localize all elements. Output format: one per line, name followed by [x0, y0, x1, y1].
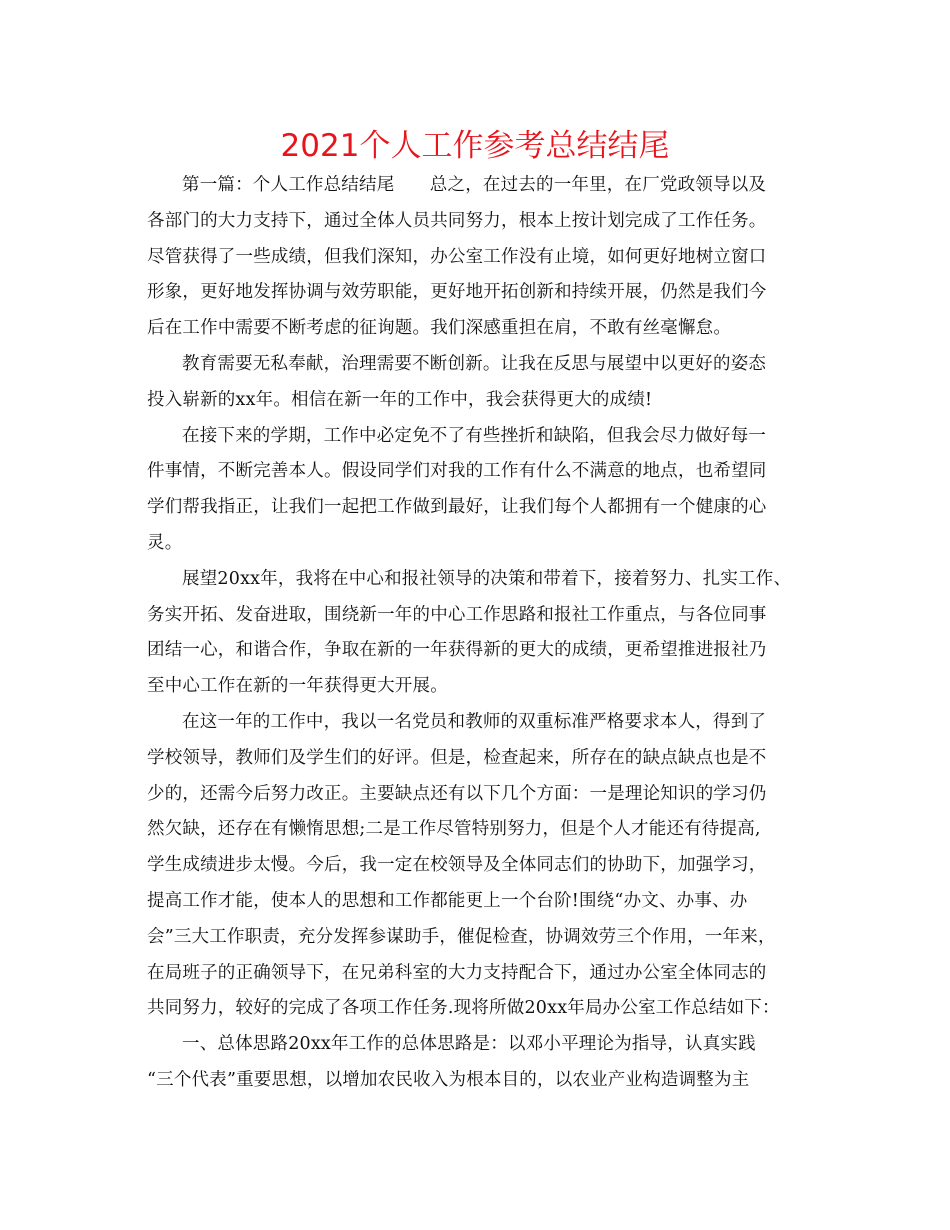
text-line: 少的，还需今后努力改正。主要缺点还有以下几个方面：一是理论知识的学习仍 — [147, 783, 767, 804]
text-line: 教育需要无私奉献，治理需要不断创新。让我在反思与展望中以更好的姿态 — [182, 353, 767, 374]
text-line: 灵。 — [147, 532, 183, 553]
text-line: 第一篇：个人工作总结结尾 总之，在过去的一年里，在厂党政领导以及 — [182, 175, 767, 195]
text-line: 形象，更好地发挥协调与效劳职能，更好地开拓创新和持续开展，仍然是我们今 — [147, 282, 767, 303]
text-line: 至中心工作在新的一年获得更大开展。 — [147, 676, 448, 697]
text-line: 学生成绩进步太慢。今后，我一定在校领导及全体同志们的协助下，加强学习， — [147, 855, 767, 876]
text-line: 各部门的大力支持下，通过全体人员共同努力，根本上按计划完成了工作任务。 — [147, 210, 767, 231]
text-line: 展望20xx年，我将在中心和报社领导的决策和带着下，接着努力、扎实工作、 — [182, 568, 792, 589]
document-body — [147, 168, 807, 1099]
text-line: 团结一心，和谐合作，争取在新的一年获得新的更大的成绩，更希望推进报社乃 — [147, 640, 767, 661]
text-line: 在局班子的正确领导下，在兄弟科室的大力支持配合下，通过办公室全体同志的 — [147, 962, 767, 983]
text-line: “三个代表”重要思想，以增加农民收入为根本目的，以农业产业构造调整为主 — [147, 1069, 750, 1090]
text-line: 一、总体思路20xx年工作的总体思路是：以邓小平理论为指导，认真实践 — [182, 1034, 756, 1055]
text-line: 尽管获得了一些成绩，但我们深知，办公室工作没有止境，如何更好地树立窗口 — [147, 246, 767, 267]
text-line: 后在工作中需要不断考虑的征询题。我们深感重担在肩，不敢有丝毫懈怠。 — [147, 318, 732, 339]
text-line: 然欠缺，还存在有懒惰思想;二是工作尽管特别努力，但是个人才能还有待提高, — [147, 819, 761, 840]
text-line: 投入崭新的xx年。相信在新一年的工作中，我会获得更大的成绩! — [147, 389, 653, 410]
text-line: 提高工作才能，使本人的思想和工作都能更上一个台阶!围绕“办文、办事、办 — [147, 890, 748, 911]
text-line: 务实开拓、发奋进取，围绕新一年的中心工作思路和报社工作重点，与各位同事 — [147, 604, 767, 625]
text-line: 件事情，不断完善本人。假设同学们对我的工作有什么不满意的地点，也希望同 — [147, 461, 767, 482]
text-line: 在这一年的工作中，我以一名党员和教师的双重标准严格要求本人，得到了 — [182, 711, 767, 732]
document-title: 2021个人工作参考总结结尾 — [280, 128, 670, 164]
text-line: 会”三大工作职责，充分发挥参谋助手，催促检查，协调效劳三个作用，一年来， — [147, 926, 776, 947]
text-line: 学校领导，教师们及学生们的好评。但是，检查起来，所存在的缺点缺点也是不 — [147, 747, 767, 768]
text-line: 在接下来的学期，工作中必定免不了有些挫折和缺陷，但我会尽力做好每一 — [182, 425, 767, 446]
text-line: 共同努力，较好的完成了各项工作任务.现将所做20xx年局办公室工作总结如下： — [147, 998, 780, 1019]
text-line: 学们帮我指正，让我们一起把工作做到最好，让我们每个人都拥有一个健康的心 — [147, 497, 767, 518]
